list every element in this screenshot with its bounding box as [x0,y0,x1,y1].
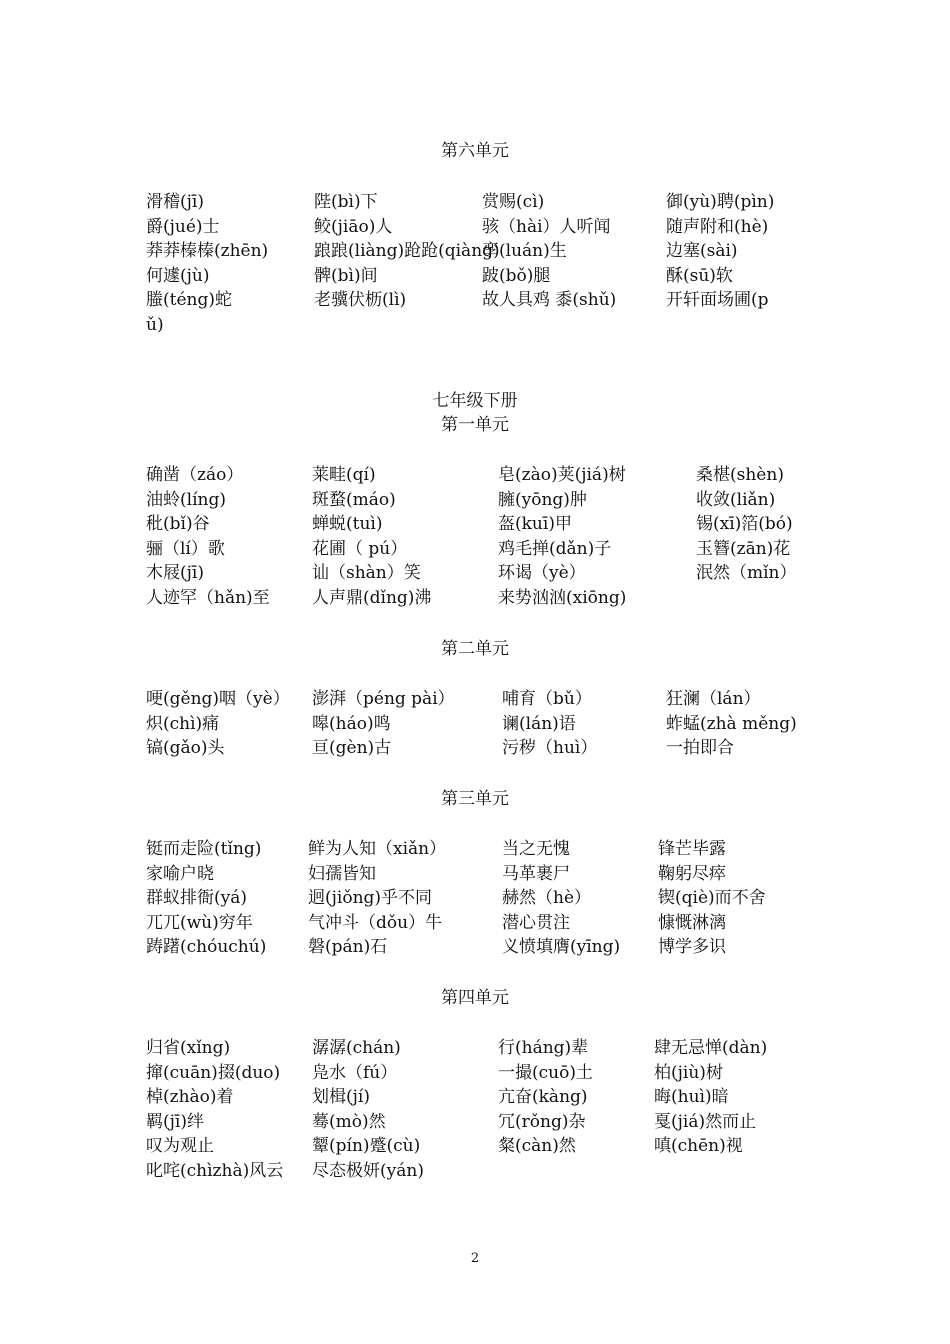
vocab-entry: 花圃（ pú） [312,538,408,559]
unit-1-heading: 第一单元 [441,415,509,435]
vocab-entry: 蓦(mò)然 [312,1111,386,1132]
vocab-entry: 义愤填膺(yīng) [502,937,621,958]
vocab-entry: 亘(gèn)古 [312,738,392,759]
vocab-entry: 潺潺(chán) [312,1038,401,1058]
vocab-entry: 髀(bì)间 [314,265,378,286]
vocab-grid-unit-4 [146,1036,846,1184]
vocab-entry: 滑稽(jī) [146,192,204,212]
vocab-row [146,935,846,960]
vocab-entry: 当之无愧 [502,839,570,859]
book-title: 七年级下册 [432,391,518,411]
vocab-entry: 铤而走险(tǐng) [146,839,262,859]
vocab-entry: 谰(lán)语 [502,713,576,734]
vocab-entry: 嗥(háo)鸣 [312,713,391,734]
vocab-row [146,1159,846,1184]
vocab-entry: 迥(jiǒng)乎不同 [308,888,433,909]
vocab-entry: 臃(yōng)肿 [498,489,587,510]
vocab-grid-unit-6 [146,190,846,338]
vocab-entry: 冗(rǒng)杂 [498,1111,586,1132]
vocab-entry: ǔ) [146,314,164,335]
vocab-entry: 陛(bì)下 [314,192,378,212]
vocab-entry: 莽莽榛榛(zhēn) [146,241,269,262]
vocab-row [146,463,846,488]
vocab-entry: 孪(luán)生 [482,241,567,262]
vocab-grid-unit-3 [146,837,846,960]
vocab-entry: 踌躇(chóuchú) [146,937,267,958]
vocab-row [146,886,846,911]
vocab-entry: 人迹罕（hǎn)至 [146,587,270,608]
vocab-row [146,537,846,562]
vocab-entry: 确凿（záo） [146,465,244,485]
vocab-row [146,239,846,264]
vocab-entry: 一撮(cuō)土 [498,1062,593,1083]
vocab-row [146,911,846,936]
vocab-entry: 边塞(sài) [666,241,738,262]
vocab-entry: 戛(jiá)然而止 [654,1111,757,1132]
vocab-entry: 油蛉(líng) [146,489,226,510]
vocab-entry: 泯然（mǐn） [696,563,797,584]
vocab-entry: 兀兀(wù)穷年 [146,912,253,933]
vocab-entry: 妇孺皆知 [308,863,376,884]
vocab-entry: 鸡毛掸(dǎn)子 [498,538,612,559]
vocab-entry: 故人具鸡 黍(shǔ) [482,290,617,311]
vocab-entry: 狂澜（lán） [666,689,761,709]
vocab-entry: 叱咤(chìzhà)风云 [146,1160,284,1181]
vocab-row [146,264,846,289]
vocab-entry: 鞠躬尽瘁 [658,863,726,884]
vocab-entry: 锡(xī)箔(bó) [696,514,793,535]
vocab-entry: 柏(jiù)树 [654,1062,723,1083]
vocab-row [146,215,846,240]
vocab-entry: 赏赐(cì) [482,192,545,212]
vocab-entry: 老骥伏枥(lì) [314,290,407,311]
vocab-entry: 鲜为人知（xiǎn） [308,839,447,859]
vocab-entry: 尽态极妍(yán) [312,1160,424,1181]
vocab-row [146,561,846,586]
vocab-entry: 跛(bǒ)腿 [482,265,551,286]
vocab-entry: 锋芒毕露 [658,839,726,859]
vocab-entry: 博学多识 [658,937,726,958]
vocab-entry: 鲛(jiāo)人 [314,216,393,237]
vocab-entry: 玉簪(zān)花 [696,538,791,559]
vocab-entry: 人声鼎(dǐng)沸 [312,587,432,608]
unit-6-heading: 第六单元 [441,141,509,161]
vocab-entry: 骊（lí）歌 [146,538,225,559]
vocab-row [146,288,846,313]
vocab-entry: 爵(jué)士 [146,216,220,237]
unit-2-heading: 第二单元 [441,639,509,659]
vocab-row [146,586,846,611]
vocab-row [146,862,846,887]
vocab-entry: 何遽(jù) [146,265,210,286]
vocab-entry: 蝉蜕(tuì) [312,514,383,535]
vocab-entry: 污秽（huì） [502,738,598,759]
vocab-entry: 家喻户晓 [146,863,214,884]
vocab-entry: 一拍即合 [666,738,734,759]
vocab-entry: 哽(gěng)咽（yè） [146,689,290,709]
vocab-row [146,488,846,513]
vocab-entry: 澎湃（péng pài） [312,689,455,709]
vocab-entry: 环谒（yè） [498,563,586,584]
vocab-row [146,1061,846,1086]
vocab-entry: 划楫(jí) [312,1087,370,1108]
page-number: 2 [470,1251,480,1266]
vocab-entry: 气冲斗（dǒu）牛 [308,912,443,933]
vocab-entry: 讪（shàn）笑 [312,563,421,584]
vocab-row [146,736,846,761]
vocab-entry: 亢奋(kàng) [498,1087,588,1108]
vocab-entry: 磐(pán)石 [308,937,388,958]
vocab-entry: 颦(pín)蹙(cù) [312,1136,421,1157]
vocab-entry: 叹为观止 [146,1136,214,1157]
vocab-entry: 皂(zào)荚(jiá)树 [498,465,626,485]
vocab-entry: 炽(chì)痛 [146,713,220,734]
vocab-entry: 莱畦(qí) [312,465,376,485]
vocab-row [146,512,846,537]
vocab-row [146,712,846,737]
vocab-entry: 随声附和(hè) [666,216,769,237]
vocab-row [146,1110,846,1135]
vocab-entry: 御(yù)聘(pìn) [666,192,775,212]
vocab-entry: 羁(jī)绊 [146,1111,204,1132]
vocab-row [146,687,846,712]
vocab-entry: 骇（hài）人听闻 [482,216,611,237]
vocab-entry: 锲(qiè)而不舍 [658,888,766,909]
vocab-entry: 酥(sū)软 [666,265,733,286]
vocab-entry: 镐(gǎo)头 [146,738,225,759]
unit-4-heading: 第四单元 [441,988,509,1008]
vocab-row [146,1036,846,1061]
vocab-entry: 开轩面场圃(p [666,290,769,311]
vocab-entry: 嗔(chēn)视 [654,1136,743,1157]
vocab-entry: 肆无忌惮(dàn) [654,1038,768,1058]
vocab-row [146,837,846,862]
vocab-entry: 螣(téng)蛇 [146,290,232,311]
vocab-row [146,1085,846,1110]
vocab-entry: 群蚁排衙(yá) [146,888,248,909]
vocab-entry: 归省(xǐng) [146,1038,231,1058]
vocab-row [146,190,846,215]
vocab-entry: 行(háng)辈 [498,1038,589,1058]
vocab-entry: 桑椹(shèn) [696,465,784,485]
vocab-entry: 棹(zhào)着 [146,1087,234,1108]
vocab-entry: 踉踉(liàng)跄跄(qiàng) [314,241,500,262]
vocab-entry: 晦(huì)暗 [654,1087,729,1108]
vocab-entry: 木屐(jī) [146,563,204,584]
vocab-entry: 秕(bǐ)谷 [146,514,210,535]
vocab-entry: 哺育（bǔ） [502,689,592,709]
vocab-entry: 撺(cuān)掇(duo) [146,1062,281,1083]
vocab-grid-unit-1 [146,463,846,611]
vocab-entry: 盔(kuī)甲 [498,514,572,535]
vocab-entry: 凫水（fú） [312,1062,398,1083]
vocab-grid-unit-2 [146,687,846,761]
vocab-entry: 来势汹汹(xiōng) [498,587,627,608]
vocab-row [146,1134,846,1159]
vocab-entry: 马革裹尸 [502,863,570,884]
vocab-entry: 收敛(liǎn) [696,489,776,510]
vocab-entry: 蚱蜢(zhà měng) [666,713,797,734]
vocab-entry: 慷慨淋漓 [658,912,726,933]
vocab-entry: 赫然（hè） [502,888,592,909]
vocab-entry: 斑蝥(máo) [312,489,396,510]
vocab-entry: 粲(càn)然 [498,1136,576,1157]
vocab-entry: 潜心贯注 [502,912,570,933]
vocab-row [146,313,846,338]
unit-3-heading: 第三单元 [441,789,509,809]
